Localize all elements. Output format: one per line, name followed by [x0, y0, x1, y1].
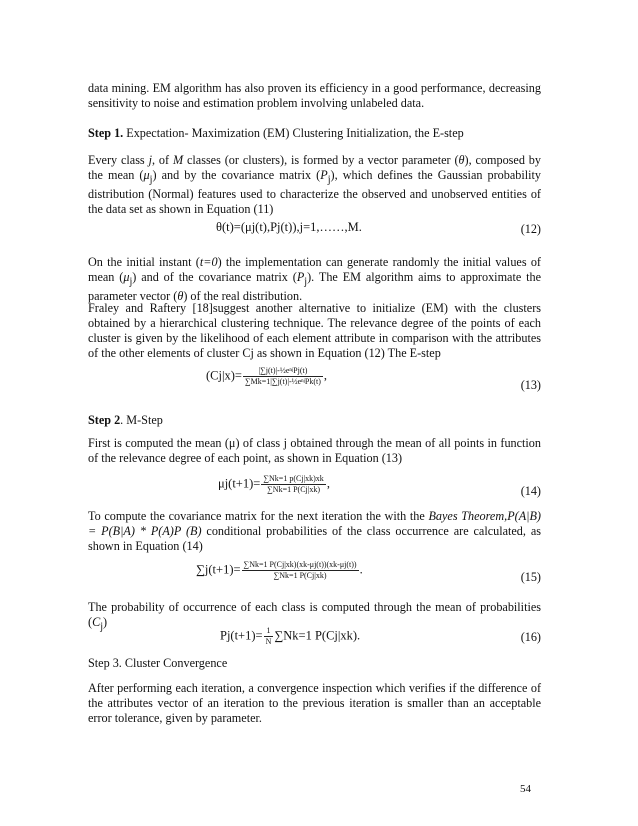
equation-15-lhs: ∑j(t+1)=	[196, 562, 241, 577]
p2-text-c: classes (or clusters), is formed by a vector parameter (	[183, 153, 459, 167]
p2-var-j: j	[148, 153, 152, 167]
equation-14-denominator: ∑Nk=1 P(Cj|xk)	[267, 485, 321, 494]
equation-14-tail: ,	[326, 476, 330, 491]
equation-13-fraction	[243, 366, 323, 387]
equation-14-number: (14)	[520, 484, 541, 498]
equation-14-lhs: μj(t+1)=	[218, 476, 261, 491]
equation-16-fraction	[264, 626, 274, 647]
equation-14	[88, 474, 541, 514]
paragraph-initial-instant: On the initial instant (t=0) the implementation can generate randomly the initial values of mean $(\mu_j)$ and of the covariance matrix $(P_j)$. The EM algorithm aims to approximate the parameter vector (θ) of the real distribution.	[88, 255, 542, 304]
equation-13-numerator: |∑j(t)|-½eⁿʲPj(t)	[243, 366, 323, 377]
equation-13	[88, 366, 541, 406]
p2-text-a: Every class	[88, 153, 149, 167]
p3-text-c: ) and of the covariance matrix (	[132, 270, 297, 284]
paragraph-convergence: After performing each iteration, a convergence inspection which verifies if the difference of the attributes vector of an iteration to the previous iteration is smaller than an acceptable error tolerance, given by parameter.	[88, 681, 541, 725]
equation-16-frac-num: 1	[264, 626, 274, 637]
equation-16-number: (16)	[520, 630, 541, 644]
paragraph-covariance	[88, 509, 541, 554]
equation-14-numerator: ∑Nk=1 p(Cj|xk)xk	[263, 474, 324, 483]
equation-12	[88, 216, 541, 256]
paragraph-fraley-raftery: Fraley and Raftery [18]suggest another alternative to initialize (EM) with the clusters obtained by a hierarchical clustering technique. The relevance degree of the points of each cluster is given by the likelihood of each element attribute in comparison with the attributes of the other elements of cluster Cj as shown in Equation (12) The E-step	[88, 301, 541, 360]
p6-text-a: To compute the covariance matrix for the next iteration the with the	[88, 509, 429, 523]
p3-text-a: On the initial instant (	[88, 255, 200, 269]
step3-heading: Step 3. Cluster Convergence	[88, 656, 228, 670]
p2-text-d: ), composed by the mean (	[88, 153, 541, 182]
equation-13-denominator: ∑Mk=1|∑j(t)|-½eⁿʲPk(t)	[244, 377, 321, 386]
bayes-theorem: Bayes Theorem,P(A|B) = P(B|A) * P(A)P (B)	[88, 509, 541, 538]
p7-var-c: C	[92, 615, 101, 629]
paragraph-intro: data mining. EM algorithm has also proven its efficiency in a good performance, decreasing sensitivity to noise and estimation problem involving unlabeled data.	[88, 81, 541, 110]
paragraph-class-definition: Every class j, of M classes (or clusters), is formed by a vector parameter (θ), composed by the mean $(\mu_j)$ and by the covariance matrix $(P_j)$, which defines the Gaussian probability distribution (Normal) features used to characterize the observed and unobserved entities of the data set as shown in Equation (11)	[88, 153, 541, 217]
paragraph-probability: The probability of occurrence of each class is computed through the mean of probabilities $(C_j)$	[88, 600, 541, 633]
equation-13-number: (13)	[520, 378, 541, 392]
p7-text-a: The probability of occurrence of each class is computed through the mean of probabilities (	[88, 600, 541, 629]
equation-13-lhs: (Cj|x)=	[206, 368, 242, 383]
step1-heading	[88, 126, 541, 141]
p3-text-b: ) the implementation can generate randomly the initial values of mean (	[88, 255, 541, 284]
p2-text-f: ), which defines the Gaussian probability distribution (Normal) features used to characterize the observed and unobserved entities of the data set as shown in Equation (11)	[88, 168, 541, 217]
equation-14-fraction	[261, 474, 325, 495]
p3-text-d: ). The EM algorithm aims to approximate the parameter vector (	[88, 270, 542, 304]
page-number: 54	[520, 783, 531, 795]
p3-var-mu: μ	[123, 270, 130, 284]
p3-text-e: ) of the real distribution.	[183, 289, 303, 304]
equation-16-lhs: Pj(t+1)=	[220, 628, 263, 643]
equation-15-numerator: ∑Nk=1 P(Cj|xk)(xk-μj(t))(xk-μj(t))	[243, 560, 357, 569]
step1-label: Step 1.	[88, 126, 124, 140]
p2-var-theta: θ	[458, 153, 465, 167]
p6-text-b: conditional probabilities of the class occurrence are calculated, as shown in Equation (14)	[88, 524, 542, 553]
equation-15-denominator: ∑Nk=1 P(Cj|xk)	[273, 571, 327, 580]
equation-15-tail: .	[359, 562, 363, 577]
p2-text-e: ) and by the covariance matrix (	[152, 168, 321, 182]
step2-title: . M-Step	[120, 413, 163, 427]
p2-var-mu: μ	[143, 168, 150, 182]
p2-var-p: P	[320, 168, 328, 182]
equation-15-fraction	[242, 560, 359, 581]
p2-text-b: , of	[151, 153, 173, 167]
p7-text-b: )	[103, 615, 108, 629]
p3-var-theta: θ	[177, 289, 184, 304]
p2-var-m: M	[172, 153, 184, 167]
step2-heading	[88, 413, 541, 428]
equation-16-rhs: ∑Nk=1 P(Cj|xk).	[274, 628, 361, 643]
p3-var-p: P	[296, 270, 305, 284]
equation-16-frac-den: N	[265, 637, 272, 646]
paragraph-mean: First is computed the mean (μ) of class j obtained through the mean of all points in function of the relevance degree of each point, as shown in Equation (13)	[88, 436, 541, 465]
equation-13-tail: ,	[323, 368, 328, 383]
step1-title: Expectation- Maximization (EM) Clustering Initialization, the E-step	[123, 126, 464, 140]
equation-12-number: (12)	[520, 222, 541, 236]
p3-var-t0: t=0	[199, 255, 218, 269]
step2-label: Step 2	[88, 413, 121, 427]
equation-12-body: θ(t)=(μj(t),Pj(t)),j=1,……,M.	[216, 220, 362, 234]
equation-15-number: (15)	[520, 570, 541, 584]
equation-15	[88, 560, 541, 600]
